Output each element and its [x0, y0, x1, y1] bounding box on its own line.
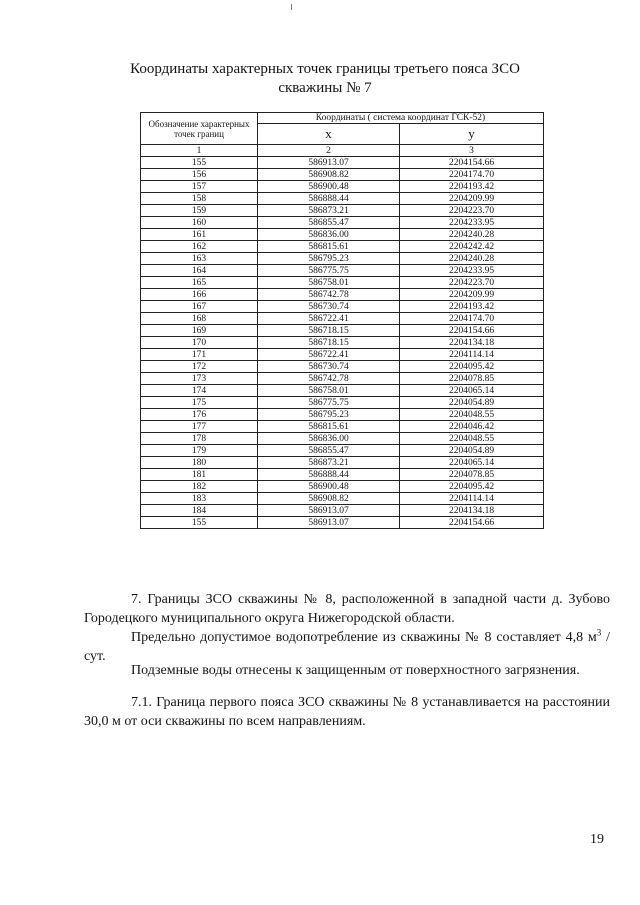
column-number: 3 [400, 145, 544, 157]
x-coordinate-cell: 586855.47 [258, 445, 400, 457]
y-coordinate-cell: 2204095.42 [400, 361, 544, 373]
y-coordinate-cell: 2204054.89 [400, 445, 544, 457]
x-coordinate-cell: 586730.74 [258, 301, 400, 313]
point-id-cell: 175 [141, 397, 258, 409]
point-id-cell: 179 [141, 445, 258, 457]
table-row [141, 277, 544, 289]
cubic-superscript: 3 [596, 627, 602, 638]
table-row [141, 397, 544, 409]
point-id-cell: 166 [141, 289, 258, 301]
point-id-cell: 181 [141, 469, 258, 481]
x-coordinate-cell: 586795.23 [258, 253, 400, 265]
table-row [141, 301, 544, 313]
x-coordinate-cell: 586795.23 [258, 409, 400, 421]
header-designation: Обозначение характерных точек границ [141, 113, 258, 145]
point-id-cell: 162 [141, 241, 258, 253]
point-id-cell: 167 [141, 301, 258, 313]
scan-speck [291, 4, 292, 10]
paragraph-groundwater-protection: Подземные воды отнесены к защищенным от поверхностного загрязнения. [131, 663, 580, 678]
table-row [141, 265, 544, 277]
table-row [141, 505, 544, 517]
header-y: y [400, 124, 544, 145]
y-coordinate-cell: 2204233.95 [400, 217, 544, 229]
x-coordinate-cell: 586815.61 [258, 241, 400, 253]
y-coordinate-cell: 2204209.99 [400, 289, 544, 301]
point-id-cell: 165 [141, 277, 258, 289]
y-coordinate-cell: 2204154.66 [400, 325, 544, 337]
table-row [141, 445, 544, 457]
y-coordinate-cell: 2204095.42 [400, 481, 544, 493]
y-coordinate-cell: 2204223.70 [400, 277, 544, 289]
table-row [141, 373, 544, 385]
point-id-cell: 156 [141, 169, 258, 181]
table-row [141, 469, 544, 481]
y-coordinate-cell: 2204223.70 [400, 205, 544, 217]
y-coordinate-cell: 2204242.42 [400, 241, 544, 253]
table-row [141, 217, 544, 229]
y-coordinate-cell: 2204233.95 [400, 265, 544, 277]
point-id-cell: 157 [141, 181, 258, 193]
x-coordinate-cell: 586742.78 [258, 373, 400, 385]
y-coordinate-cell: 2204174.70 [400, 169, 544, 181]
x-coordinate-cell: 586873.21 [258, 205, 400, 217]
x-coordinate-cell: 586836.00 [258, 433, 400, 445]
table-row [141, 457, 544, 469]
table-row [141, 241, 544, 253]
point-id-cell: 182 [141, 481, 258, 493]
table-row [141, 481, 544, 493]
table-row [141, 193, 544, 205]
point-id-cell: 169 [141, 325, 258, 337]
y-coordinate-cell: 2204240.28 [400, 253, 544, 265]
point-id-cell: 155 [141, 517, 258, 529]
y-coordinate-cell: 2204154.66 [400, 517, 544, 529]
x-coordinate-cell: 586913.07 [258, 505, 400, 517]
x-coordinate-cell: 586888.44 [258, 193, 400, 205]
table-row [141, 325, 544, 337]
point-id-cell: 161 [141, 229, 258, 241]
x-coordinate-cell: 586722.41 [258, 349, 400, 361]
y-coordinate-cell: 2204114.14 [400, 349, 544, 361]
x-coordinate-cell: 586855.47 [258, 217, 400, 229]
y-coordinate-cell: 2204193.42 [400, 181, 544, 193]
header-x: x [258, 124, 400, 145]
x-coordinate-cell: 586722.41 [258, 313, 400, 325]
point-id-cell: 171 [141, 349, 258, 361]
table-row [141, 205, 544, 217]
x-coordinate-cell: 586873.21 [258, 457, 400, 469]
x-coordinate-cell: 586718.15 [258, 325, 400, 337]
x-coordinate-cell: 586775.75 [258, 265, 400, 277]
y-coordinate-cell: 2204078.85 [400, 373, 544, 385]
title-line-2: скважины № 7 [278, 80, 372, 96]
point-id-cell: 170 [141, 337, 258, 349]
consumption-unit: /сут. [84, 630, 610, 664]
y-coordinate-cell: 2204054.89 [400, 397, 544, 409]
point-id-cell: 163 [141, 253, 258, 265]
point-id-cell: 168 [141, 313, 258, 325]
x-coordinate-cell: 586742.78 [258, 289, 400, 301]
page-number: 19 [590, 832, 604, 847]
table-row [141, 229, 544, 241]
x-coordinate-cell: 586908.82 [258, 493, 400, 505]
x-coordinate-cell: 586758.01 [258, 277, 400, 289]
point-id-cell: 177 [141, 421, 258, 433]
y-coordinate-cell: 2204209.99 [400, 193, 544, 205]
y-coordinate-cell: 2204065.14 [400, 385, 544, 397]
y-coordinate-cell: 2204240.28 [400, 229, 544, 241]
x-coordinate-cell: 586888.44 [258, 469, 400, 481]
column-number: 1 [141, 145, 258, 157]
y-coordinate-cell: 2204154.66 [400, 157, 544, 169]
table-row [141, 289, 544, 301]
x-coordinate-cell: 586913.07 [258, 157, 400, 169]
point-id-cell: 180 [141, 457, 258, 469]
point-id-cell: 173 [141, 373, 258, 385]
x-coordinate-cell: 586900.48 [258, 181, 400, 193]
point-id-cell: 159 [141, 205, 258, 217]
point-id-cell: 184 [141, 505, 258, 517]
title-line-1: Координаты характерных точек границы третьего пояса ЗСО [130, 61, 520, 77]
point-id-cell: 178 [141, 433, 258, 445]
table-row [141, 337, 544, 349]
x-coordinate-cell: 586836.00 [258, 229, 400, 241]
x-coordinate-cell: 586730.74 [258, 361, 400, 373]
point-id-cell: 176 [141, 409, 258, 421]
table-row [141, 181, 544, 193]
header-coordinate-system: Координаты ( система координат ГСК-52) [258, 113, 544, 124]
point-id-cell: 172 [141, 361, 258, 373]
table-row [141, 361, 544, 373]
y-coordinate-cell: 2204065.14 [400, 457, 544, 469]
table-row [141, 169, 544, 181]
x-coordinate-cell: 586908.82 [258, 169, 400, 181]
table-body [141, 157, 544, 529]
table-row [141, 313, 544, 325]
table-title [100, 60, 550, 98]
x-coordinate-cell: 586775.75 [258, 397, 400, 409]
y-coordinate-cell: 2204046.42 [400, 421, 544, 433]
y-coordinate-cell: 2204078.85 [400, 469, 544, 481]
table-row [141, 493, 544, 505]
y-coordinate-cell: 2204193.42 [400, 301, 544, 313]
y-coordinate-cell: 2204048.55 [400, 409, 544, 421]
paragraph-first-belt-boundary: 7.1. Граница первого пояса ЗСО скважины № 8 устанавливается на расстоянии 30,0 м от оси скважины по всем направлениям. [84, 695, 610, 729]
coordinates-table [140, 112, 544, 529]
table-row [141, 385, 544, 397]
table-row [141, 157, 544, 169]
table-row [141, 253, 544, 265]
x-coordinate-cell: 586758.01 [258, 385, 400, 397]
table-row [141, 421, 544, 433]
y-coordinate-cell: 2204114.14 [400, 493, 544, 505]
point-id-cell: 158 [141, 193, 258, 205]
y-coordinate-cell: 2204048.55 [400, 433, 544, 445]
table-row [141, 349, 544, 361]
paragraph-wells-8-boundaries: 7. Границы ЗСО скважины № 8, расположенной в западной части д. Зубово Городецкого муниципального округа Нижегородской области. [84, 592, 610, 626]
y-coordinate-cell: 2204134.18 [400, 337, 544, 349]
table-row [141, 409, 544, 421]
point-id-cell: 183 [141, 493, 258, 505]
x-coordinate-cell: 586900.48 [258, 481, 400, 493]
x-coordinate-cell: 586815.61 [258, 421, 400, 433]
y-coordinate-cell: 2204134.18 [400, 505, 544, 517]
point-id-cell: 155 [141, 157, 258, 169]
point-id-cell: 160 [141, 217, 258, 229]
table-row [141, 517, 544, 529]
x-coordinate-cell: 586913.07 [258, 517, 400, 529]
point-id-cell: 164 [141, 265, 258, 277]
table-row [141, 433, 544, 445]
y-coordinate-cell: 2204174.70 [400, 313, 544, 325]
consumption-text: Предельно допустимое водопотребление из скважины № 8 составляет 4,8 м [131, 630, 597, 645]
column-number: 2 [258, 145, 400, 157]
point-id-cell: 174 [141, 385, 258, 397]
x-coordinate-cell: 586718.15 [258, 337, 400, 349]
